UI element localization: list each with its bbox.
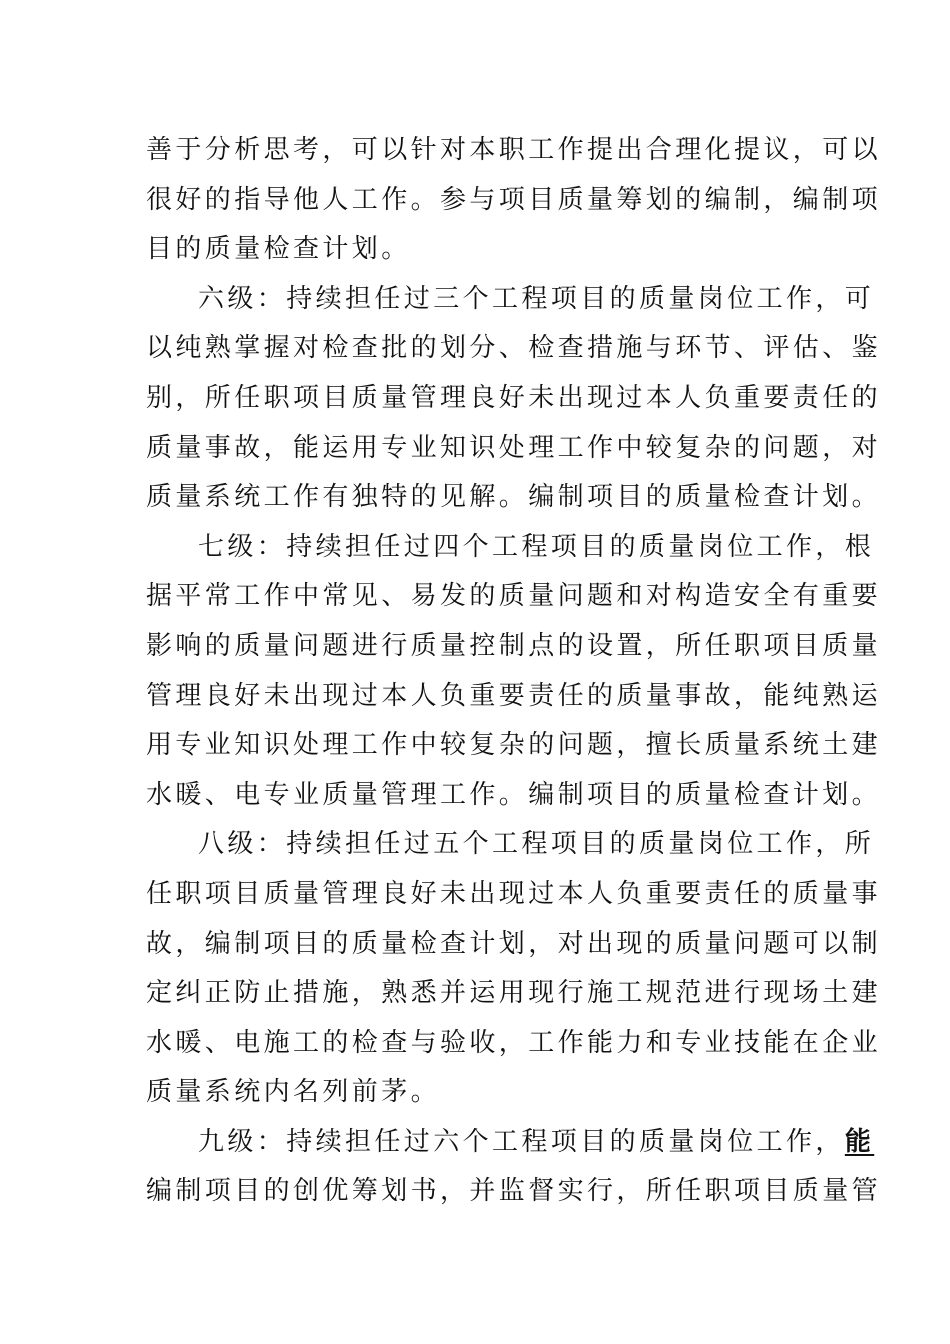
text-line: 善于分析思考，可以针对本职工作提出合理化提议，可以 [146, 135, 882, 165]
text-line: 水暖、电专业质量管理工作。编制项目的质量检查计划。 [146, 779, 882, 810]
text-line: 很好的指导他人工作。参与项目质量筹划的编制，编制项 [146, 184, 882, 215]
paragraph-level-six: 六级：持续担任过三个工程项目的质量岗位工作，可 [198, 283, 875, 314]
text-line: 故，编制项目的质量检查计划，对出现的质量问题可以制 [146, 928, 882, 959]
paragraph-level-nine [146, 1118, 875, 1168]
text-line: 质量事故，能运用专业知识处理工作中较复杂的问题，对 [146, 432, 882, 463]
text-line: 定纠正防止措施，熟悉并运用现行施工规范进行现场土建 [146, 978, 882, 1009]
text-line: 据平常工作中常见、易发的质量问题和对构造安全有重要 [146, 581, 882, 612]
text-line: 任职项目质量管理良好未出现过本人负重要责任的质量事 [146, 878, 882, 909]
text-line: 以纯熟掌握对检查批的划分、检查措施与环节、评估、鉴 [146, 333, 882, 364]
text-line: 目的质量检查计划。 [146, 234, 411, 265]
text-line: 别，所任职项目质量管理良好未出现过本人负重要责任的 [146, 382, 882, 413]
document-body [146, 126, 882, 1217]
text-line: 质量系统工作有独特的见解。编制项目的质量检查计划。 [146, 482, 882, 513]
text-line: 影响的质量问题进行质量控制点的设置，所任职项目质量 [146, 630, 882, 661]
text-line: 管理良好未出现过本人负重要责任的质量事故，能纯熟运 [146, 680, 882, 711]
text-line: 质量系统内名列前茅。 [146, 1077, 441, 1108]
text-line: 水暖、电施工的检查与验收，工作能力和专业技能在企业 [146, 1027, 882, 1058]
text-line: 编制项目的创优筹划书，并监督实行，所任职项目质量管 [146, 1176, 882, 1207]
paragraph-level-seven: 七级：持续担任过四个工程项目的质量岗位工作，根 [198, 531, 875, 562]
level-nine-text: 九级：持续担任过六个工程项目的质量岗位工作， [198, 1126, 845, 1157]
underlined-word: 能 [844, 1126, 875, 1157]
text-line: 用专业知识处理工作中较复杂的问题，擅长质量系统土建 [146, 730, 882, 761]
paragraph-level-eight: 八级：持续担任过五个工程项目的质量岗位工作，所 [198, 829, 875, 860]
